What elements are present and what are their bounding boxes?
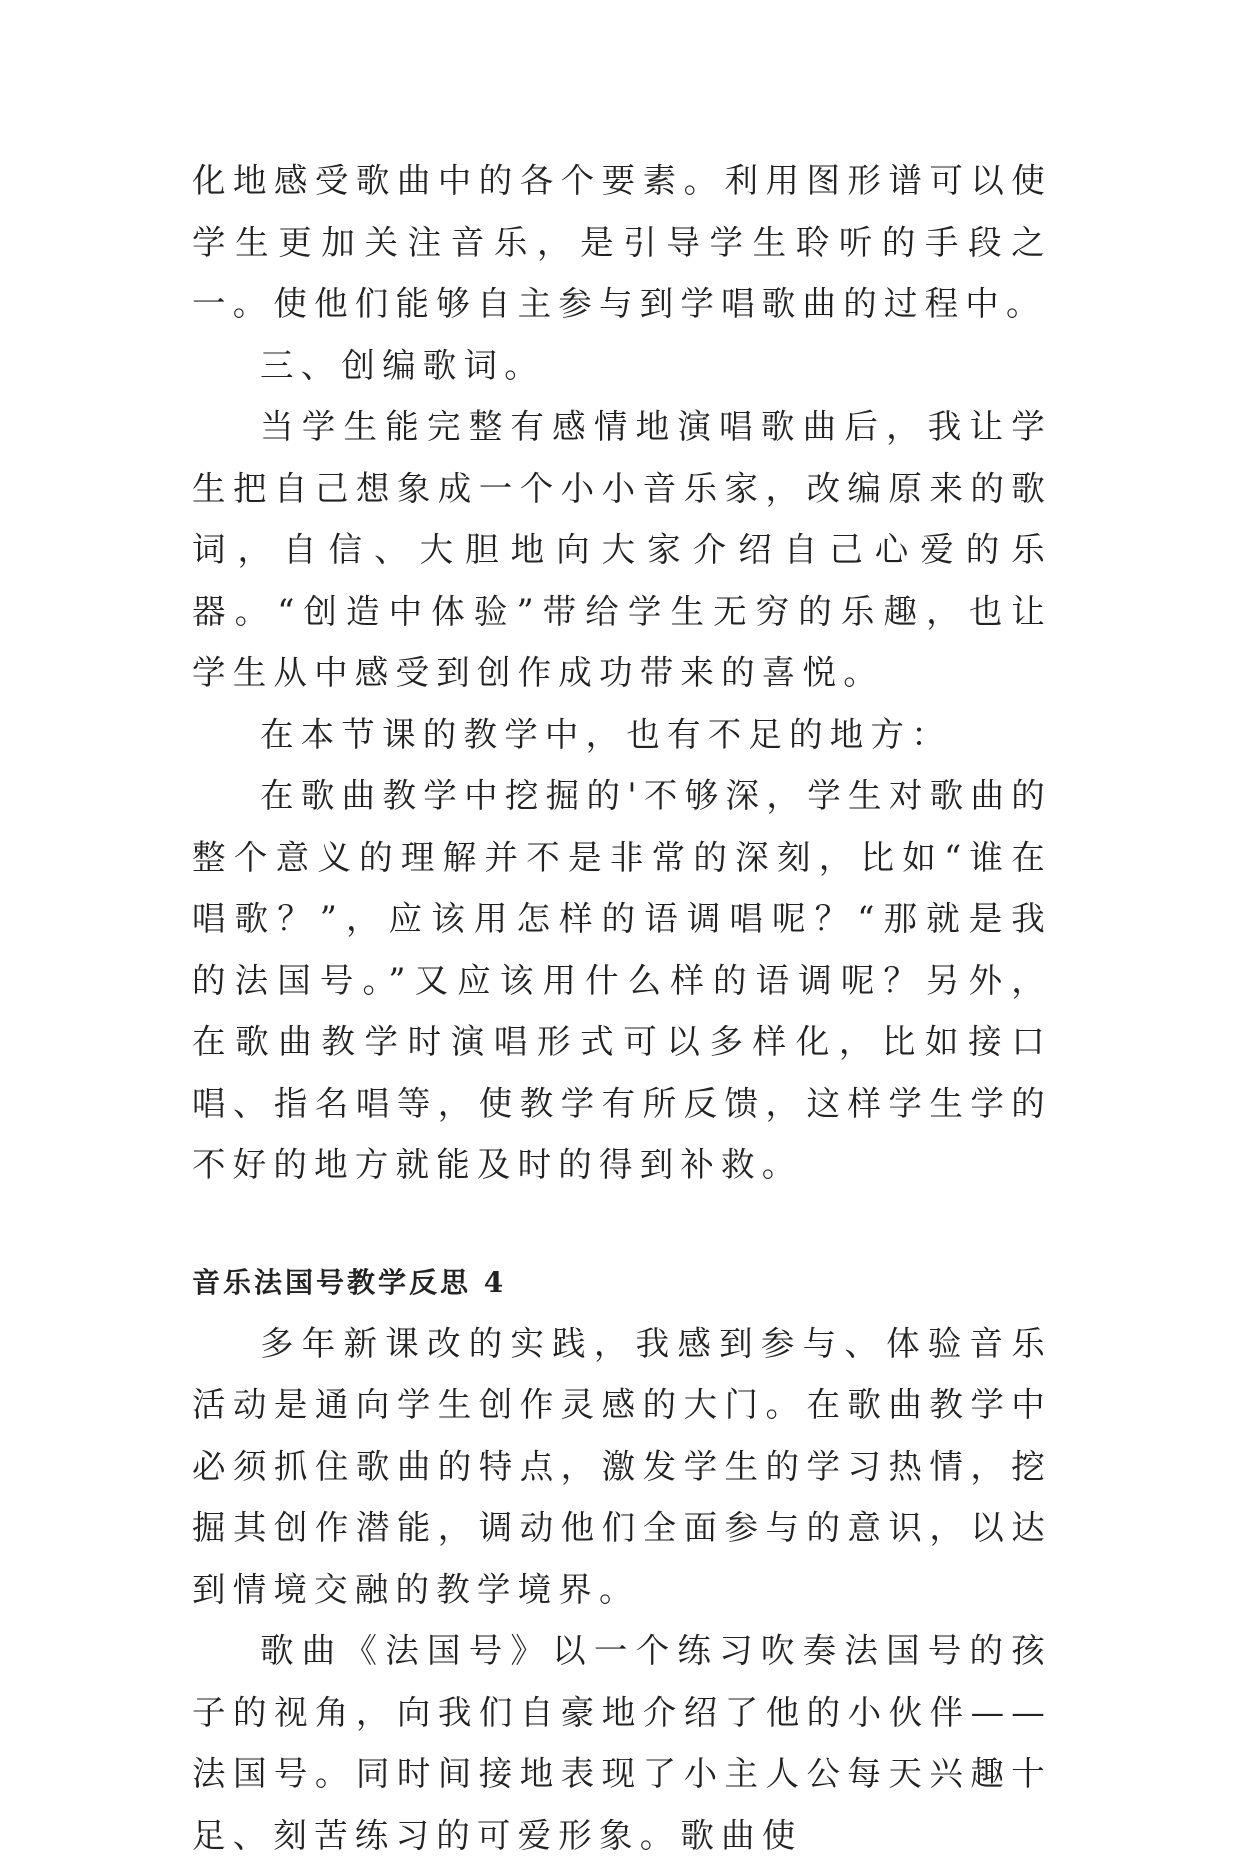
document-page xyxy=(192,150,1052,1866)
paragraph-practice: 多年新课改的实践，我感到参与、体验音乐活动是通向学生创作灵感的大门。在歌曲教学中必须抓住歌曲的特点，激发学生的学习热情，挖掘其创作潜能，调动他们全面参与的意识，以达到情境交融的教学境界。 xyxy=(192,1323,1052,1609)
section-spacer xyxy=(192,1196,1052,1253)
paragraph-subheading: 三、创编歌词。 xyxy=(260,345,545,385)
paragraph-lyrics-creation: 当学生能完整有感情地演唱歌曲后，我让学生把自己想象成一个小小音乐家，改编原来的歌词，自信、大胆地向大家介绍自己心爱的乐器。“创造中体验”带给学生无穷的乐趣，也让学生从中感受到创作成功带来的喜悦。 xyxy=(192,407,1052,692)
paragraph-song-intro: 歌曲《法国号》以一个练习吹奏法国号的孩子的视角，向我们自豪地介绍了他的小伙伴——法国号。同时间接地表现了小主人公每天兴趣十足、刻苦练习的可爱形象。歌曲使 xyxy=(192,1631,1052,1855)
paragraph-shortcomings-intro: 在本节课的教学中，也有不足的地方： xyxy=(260,714,952,754)
paragraph-shortcomings: 在歌曲教学中挖掘的'不够深，学生对歌曲的整个意义的理解并不是非常的深刻，比如“谁在唱歌？”，应该用怎样的语调唱呢？“那就是我的法国号。”又应该用什么样的语调呢？另外，在歌曲教学时演唱形式可以多样化，比如接口唱、指名唱等，使教学有所反馈，这样学生学的不好的地方就能及时的得到补救。 xyxy=(192,776,1052,1184)
paragraph-continuation: 化地感受歌曲中的各个要素。利用图形谱可以使学生更加关注音乐，是引导学生聆听的手段之一。使他们能够自主参与到学唱歌曲的过程中。 xyxy=(192,161,1052,323)
section-title: 音乐法国号教学反思 4 xyxy=(192,1265,507,1299)
